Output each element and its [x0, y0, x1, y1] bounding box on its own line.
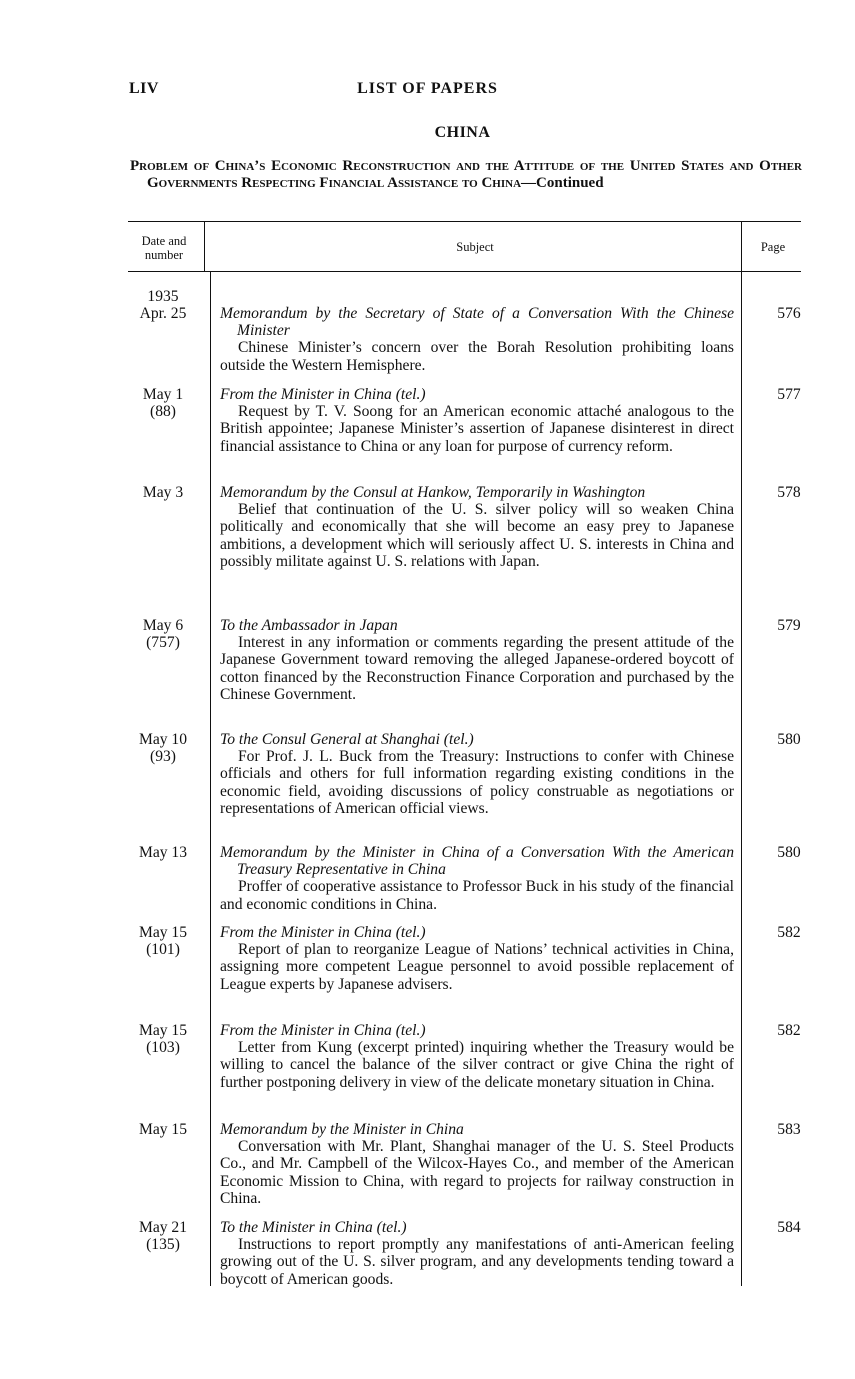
- entry-subject: [220, 1022, 734, 1091]
- entry-subject: [220, 1219, 734, 1288]
- running-title: LIST OF PAPERS: [357, 80, 498, 97]
- column-header-page: Page: [760, 240, 786, 254]
- entry-summary: Conversation with Mr. Plant, Shanghai manager of the U. S. Steel Products Co., and Mr. Campbell of the Wilcox-Hayes Co., and member of the American Economic Mission to China, with regard to projects for railway construction in China.: [220, 1138, 734, 1207]
- entry-date-cell: [122, 1121, 204, 1138]
- entry-date: May 13: [138, 844, 188, 861]
- entry-page: 577: [777, 386, 801, 403]
- entry-number: (101): [146, 941, 180, 959]
- entry-date-cell: [122, 924, 204, 958]
- entry-page: 584: [777, 1219, 801, 1236]
- entry-title: From the Minister in China (tel.): [220, 386, 426, 403]
- entry-summary: Chinese Minister’s concern over the Borah Resolution prohibiting loans outside the Western Hemisphere.: [220, 339, 734, 374]
- entry-subject: [220, 1121, 734, 1207]
- entry-summary: Proffer of cooperative assistance to Professor Buck in his study of the financial and economic conditions in China.: [220, 878, 734, 913]
- subheading-continued: —Continued: [521, 175, 604, 191]
- entry-date-cell: [122, 386, 204, 420]
- entry-date: May 21: [138, 1219, 188, 1236]
- entry-date: May 15: [138, 924, 188, 941]
- entry-date-cell: [122, 731, 204, 765]
- section-title: CHINA: [434, 124, 491, 141]
- entry-subject: [220, 924, 734, 993]
- entry-summary: Belief that continuation of the U. S. silver policy will so weaken China politically and economically that she will become an easy prey to Japanese ambitions, a development which will seriously affect U. S. interests in China and possibly militate against U. S. relations with Japan.: [220, 501, 734, 570]
- column-divider-left-body: [210, 272, 211, 1286]
- entry-title: Memorandum by the Minister in China of a Conversation With the American Treasury Representative in China: [220, 844, 734, 879]
- entry-summary: Interest in any information or comments regarding the present attitude of the Japanese Government toward removing the alleged Japanese-ordered boycott of cotton financed by the Reconstruction Finance Corporation and purchased by the Chinese Government.: [220, 634, 734, 703]
- entry-date-cell: [122, 1219, 204, 1253]
- entry-title: Memorandum by the Minister in China: [220, 1121, 464, 1138]
- entry-date-cell: [122, 484, 204, 501]
- entry-page: 578: [777, 484, 801, 501]
- column-header-date: Date and number: [141, 234, 187, 262]
- entry-date: May 3: [142, 484, 184, 501]
- entry-date-cell: [122, 844, 204, 861]
- entry-number: (103): [146, 1039, 180, 1057]
- column-divider-left: [204, 222, 205, 272]
- entry-date: May 15: [138, 1121, 188, 1138]
- entry-summary: Letter from Kung (excerpt printed) inquiring whether the Treasury would be willing to cancel the balance of the silver contract or give China the right of further postponing delivery in view of the delicate monetary situation in China.: [220, 1039, 734, 1091]
- entry-summary: Request by T. V. Soong for an American economic attaché analogous to the British appointee; Japanese Minister’s assertion of Japanese disinterest in direct financial assistance to China or any loan for purpose of currency reform.: [220, 403, 734, 455]
- entry-page: 576: [777, 305, 801, 322]
- entry-subject: [220, 386, 734, 455]
- entry-number: (757): [146, 634, 180, 652]
- subheading-text: Problem of China’s Economic Reconstruction and the Attitude of the United States and Other Governments Respecting Financial Assistance to China: [130, 158, 802, 191]
- entry-title: From the Minister in China (tel.): [220, 924, 426, 941]
- entry-title: To the Minister in China (tel.): [220, 1219, 407, 1236]
- entry-page: 583: [777, 1121, 801, 1138]
- entry-date: Apr. 25: [139, 305, 187, 323]
- entry-title: Memorandum by the Secretary of State of a Conversation With the Chinese Minister: [220, 305, 734, 340]
- entry-page: 580: [777, 844, 801, 861]
- entry-subject: [220, 844, 734, 913]
- entry-number: (88): [150, 403, 176, 421]
- entry-page: 579: [777, 617, 801, 634]
- entry-page: 580: [777, 731, 801, 748]
- entry-date-cell: [122, 1022, 204, 1056]
- entry-number: (135): [146, 1236, 180, 1254]
- entry-page: 582: [777, 1022, 801, 1039]
- entry-year: 1935: [147, 288, 179, 305]
- header-bottom-rule: [128, 271, 801, 272]
- entry-date-cell: [122, 288, 204, 322]
- entry-date: May 10: [138, 731, 188, 748]
- entry-page: 582: [777, 924, 801, 941]
- entry-subject: [220, 731, 734, 817]
- entry-title: To the Ambassador in Japan: [220, 617, 398, 634]
- entry-title: From the Minister in China (tel.): [220, 1022, 426, 1039]
- entry-summary: For Prof. J. L. Buck from the Treasury: Instructions to confer with Chinese officials and others for full information regarding existing conditions in the economic field, avoiding discussions of policy construable as negotiations or representations of American official views.: [220, 748, 734, 817]
- entry-date: May 1: [142, 386, 184, 403]
- entry-date-cell: [122, 617, 204, 651]
- table-top-rule: [128, 221, 801, 222]
- column-divider-right: [741, 222, 742, 1286]
- page-number: LIV: [129, 80, 159, 97]
- entry-date: May 6: [142, 617, 184, 634]
- entry-number: (93): [150, 748, 176, 766]
- entry-subject: [220, 305, 734, 374]
- column-header-subject: Subject: [456, 240, 494, 254]
- entry-summary: Instructions to report promptly any manifestations of anti-American feeling growing out of the U. S. silver program, and any developments tending toward a boycott of American goods.: [220, 1236, 734, 1288]
- entry-subject: [220, 617, 734, 703]
- entry-title: To the Consul General at Shanghai (tel.): [220, 731, 474, 748]
- entry-subject: [220, 484, 734, 570]
- section-subheading: [130, 158, 802, 192]
- entry-date: May 15: [138, 1022, 188, 1039]
- entry-title: Memorandum by the Consul at Hankow, Temporarily in Washington: [220, 484, 646, 501]
- entry-summary: Report of plan to reorganize League of Nations’ technical activities in China, assigning more competent League personnel to avoid possible replacement of League experts by Japanese advisers.: [220, 941, 734, 993]
